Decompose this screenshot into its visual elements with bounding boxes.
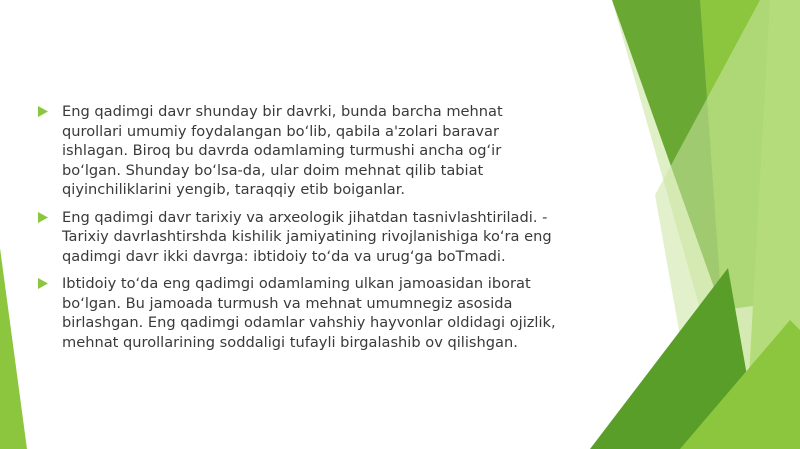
triangle-right-icon — [38, 278, 48, 289]
list-item — [38, 208, 598, 267]
list-item — [38, 274, 598, 352]
list-item — [38, 102, 598, 200]
left-edge-facet — [0, 248, 27, 449]
triangle-right-icon — [38, 212, 48, 223]
bullet-text: Eng qadimgi davr tarixiy va arxeologik jihatdan tasnivlashtiriladi. - Tarixiy davrlashtirshda kishilik jamiyatining rivojlanishiga ko‘ra eng qadimgi davr ikki davrga: ibtidoiy to‘da va urug‘ga boTmadi. — [62, 208, 552, 265]
bullet-text: Ibtidoiy to‘da eng qadimgi odamlaming ulkan jamoasidan iborat bo‘lgan. Bu jamoada turmush va mehnat umumnegiz asosida birlashgan. Eng qadimgi odamlar vahshiy hayvonlar oldidagi ojizlik, mehnat qurollarining soddaligi tufayli birgalashib ov qilishgan. — [62, 275, 556, 351]
bullet-list — [38, 102, 598, 360]
bullet-text: Eng qadimgi davr shunday bir davrki, bunda barcha mehnat qurollari umumiy foydalangan bo‘lib, qabila a'zolari baravar ishlagan. Biroq bu davrda odamlaming turmushi ancha og‘ir bo‘lgan. Shunday bo‘lsa-da, ular doim mehnat qilib tabiat qiyinchiliklarini yengib, taraqqiy etib boiganlar. — [62, 103, 503, 198]
triangle-right-icon — [38, 106, 48, 117]
